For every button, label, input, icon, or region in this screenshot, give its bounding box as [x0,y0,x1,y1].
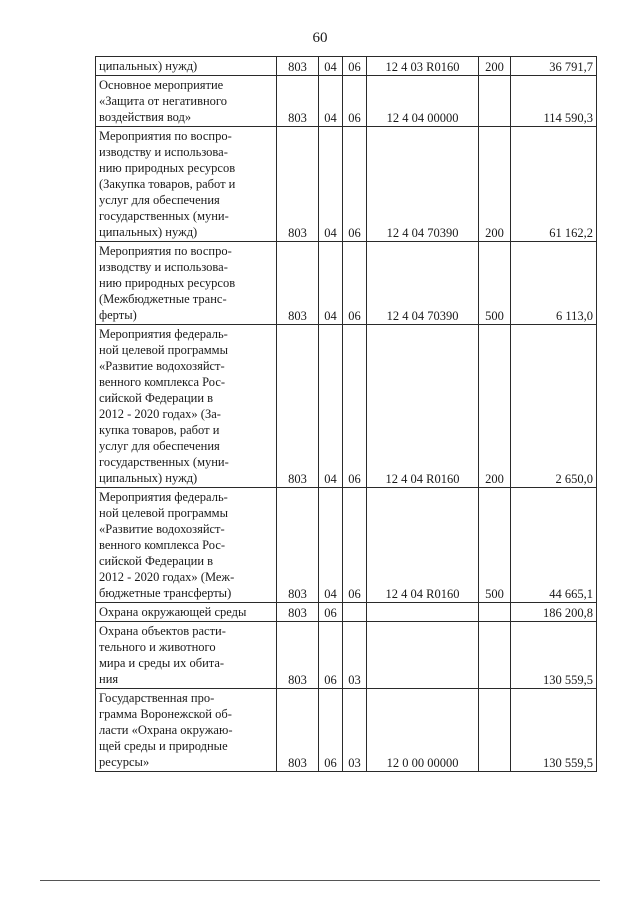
row-amount-cell: 114 590,3 [511,76,597,127]
row-ministry-code-cell: 803 [277,622,319,689]
row-subsection-code-cell: 03 [343,622,367,689]
row-expense-type-cell [479,76,511,127]
row-ministry-code-cell: 803 [277,689,319,772]
row-section-code-cell: 04 [319,76,343,127]
row-target-article-cell: 12 4 04 R0160 [367,325,479,488]
budget-table-body [96,57,597,772]
row-section-code-cell: 06 [319,689,343,772]
row-amount-cell: 130 559,5 [511,622,597,689]
budget-table [95,56,597,772]
row-target-article-cell [367,622,479,689]
row-ministry-code-cell: 803 [277,127,319,242]
row-expense-type-cell: 200 [479,325,511,488]
bottom-rule [40,880,600,881]
row-target-article-cell: 12 4 04 R0160 [367,488,479,603]
row-amount-cell: 36 791,7 [511,57,597,76]
row-name-cell: Государственная про- грамма Воронежской об- ласти «Охрана окружаю- щей среды и природные ресурсы» [96,689,277,772]
row-subsection-code-cell: 06 [343,488,367,603]
row-amount-cell: 61 162,2 [511,127,597,242]
row-section-code-cell: 04 [319,325,343,488]
row-name-cell: ципальных) нужд) [96,57,277,76]
row-name-cell: Мероприятия федераль- ной целевой программы «Развитие водохозяйст- венного комплекса Рос- сийской Федерации в 2012 - 2020 годах» (За- купка товаров, работ и услуг для обеспечения государственных (муни- ципальных) нужд) [96,325,277,488]
row-ministry-code-cell: 803 [277,76,319,127]
row-name-cell: Охрана окружающей среды [96,603,277,622]
row-expense-type-cell: 200 [479,57,511,76]
row-subsection-code-cell: 06 [343,127,367,242]
table-row [96,57,597,76]
page-number: 60 [312,30,328,46]
row-subsection-code-cell [343,603,367,622]
row-expense-type-cell [479,622,511,689]
row-expense-type-cell [479,603,511,622]
row-expense-type-cell: 500 [479,488,511,603]
row-section-code-cell: 04 [319,127,343,242]
row-section-code-cell: 04 [319,242,343,325]
row-section-code-cell: 06 [319,603,343,622]
row-target-article-cell: 12 0 00 00000 [367,689,479,772]
row-subsection-code-cell: 03 [343,689,367,772]
table-row [96,689,597,772]
table-row [96,622,597,689]
row-ministry-code-cell: 803 [277,57,319,76]
row-name-cell: Основное мероприятие «Защита от негативного воздействия вод» [96,76,277,127]
row-amount-cell: 44 665,1 [511,488,597,603]
row-subsection-code-cell: 06 [343,76,367,127]
row-amount-cell: 130 559,5 [511,689,597,772]
row-amount-cell: 6 113,0 [511,242,597,325]
row-target-article-cell: 12 4 04 70390 [367,242,479,325]
row-name-cell: Мероприятия по воспро- изводству и использова- нию природных ресурсов (Закупка товаров, работ и услуг для обеспечения государственных (муни- ципальных) нужд) [96,127,277,242]
row-expense-type-cell [479,689,511,772]
row-ministry-code-cell: 803 [277,242,319,325]
table-row [96,325,597,488]
row-name-cell: Охрана объектов расти- тельного и животного мира и среды их обита- ния [96,622,277,689]
row-name-cell: Мероприятия по воспро- изводству и использова- нию природных ресурсов (Межбюджетные транс- ферты) [96,242,277,325]
row-subsection-code-cell: 06 [343,325,367,488]
row-target-article-cell: 12 4 04 70390 [367,127,479,242]
row-subsection-code-cell: 06 [343,57,367,76]
row-section-code-cell: 04 [319,57,343,76]
table-row [96,488,597,603]
row-expense-type-cell: 500 [479,242,511,325]
row-target-article-cell [367,603,479,622]
table-row [96,76,597,127]
row-ministry-code-cell: 803 [277,603,319,622]
row-subsection-code-cell: 06 [343,242,367,325]
row-section-code-cell: 06 [319,622,343,689]
row-ministry-code-cell: 803 [277,325,319,488]
table-row [96,603,597,622]
table-row [96,242,597,325]
row-name-cell: Мероприятия федераль- ной целевой программы «Развитие водохозяйст- венного комплекса Рос- сийской Федерации в 2012 - 2020 годах» (Меж- бюджетные трансферты) [96,488,277,603]
row-amount-cell: 186 200,8 [511,603,597,622]
row-amount-cell: 2 650,0 [511,325,597,488]
row-expense-type-cell: 200 [479,127,511,242]
row-section-code-cell: 04 [319,488,343,603]
table-row [96,127,597,242]
row-target-article-cell: 12 4 03 R0160 [367,57,479,76]
row-ministry-code-cell: 803 [277,488,319,603]
row-target-article-cell: 12 4 04 00000 [367,76,479,127]
